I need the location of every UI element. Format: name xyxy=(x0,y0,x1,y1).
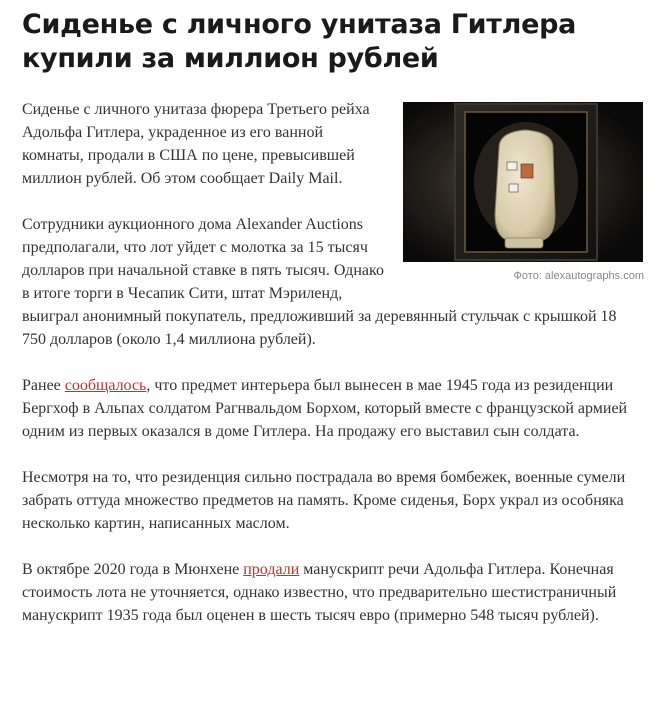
paragraph-1: Сиденье с личного унитаза фюрера Третьего рейха Адольфа Гитлера, украденное из его ванной комнаты, продали в США по цене, превысившей миллион рублей. Об этом сообщает Daily Mail. xyxy=(22,101,370,187)
article-photo[interactable] xyxy=(403,102,643,262)
munich-link[interactable]: Мюнхене xyxy=(174,561,240,578)
article-title: Сиденье с личного унитаза Гитлера купили за миллион рублей xyxy=(22,9,577,74)
toilet-seat-image xyxy=(403,102,643,262)
paragraph-3-text-before: Ранее xyxy=(22,377,65,394)
paragraph-3-text-after: , что предмет интерьера был вынесен в мае 1945 года из резиденции Бергхоф в Альпах солдатом Рагнвальдом Борхом, который вместе с французской армией одним из первых оказался в доме Гитлера. На продажу его выставил сын солдата. xyxy=(22,377,628,440)
paragraph-5-text-after: манускрипт речи Адольфа Гитлера. Конечная стоимость лота не уточняется, однако известно, что предварительно шестистраничный манускрипт 1935 года был оценен в шесть тысяч евро (примерно 548 тысяч рублей). xyxy=(22,561,617,624)
sold-link[interactable]: продали xyxy=(243,561,300,578)
article-figure xyxy=(400,102,644,282)
paragraph-4: Несмотря на то, что резиденция сильно пострадала во время бомбежек, военные сумели забрать оттуда множество предметов на память. Кроме сиденья, Борх украл из особняка несколько картин, написанных маслом. xyxy=(22,469,626,532)
reported-link[interactable]: сообщалось xyxy=(64,377,147,394)
paragraph-5-text-before: В октябре 2020 года в xyxy=(22,561,175,578)
paragraph-5 xyxy=(22,558,644,627)
photo-caption: Фото: alexautographs.com xyxy=(513,270,644,282)
article xyxy=(22,8,644,650)
paragraph-3 xyxy=(22,374,644,443)
paragraph-2: Сотрудники аукционного дома Alexander Auctions предполагали, что лот уйдет с молотка за 15 тысяч долларов при начальной ставке в пять тысяч. Однако в итоге торги в Чесапик Сити, штат Мэриленд, выиграл анонимный покупатель, предложивший за деревянный стульчак с крышкой 18 750 долларов (около 1,4 миллиона рублей). xyxy=(22,216,617,348)
